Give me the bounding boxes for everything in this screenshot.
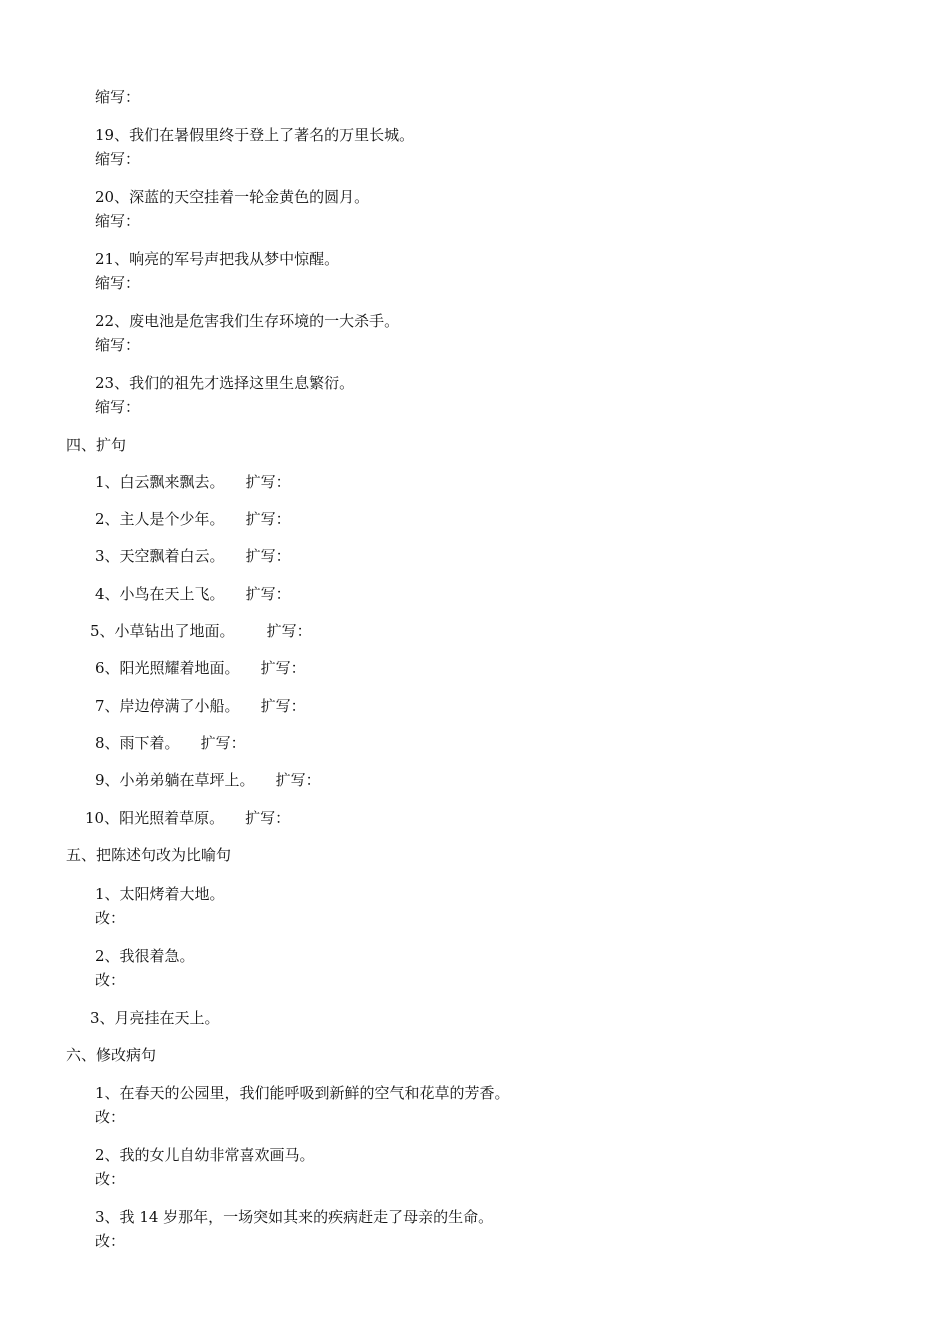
item-number: 1、 <box>95 473 120 491</box>
item-text: 天空飘着白云。 <box>119 547 225 565</box>
item-text: 阳光照着草原。 <box>119 809 225 827</box>
fix-item-1 <box>95 1083 510 1103</box>
item-number: 20、 <box>95 188 130 206</box>
expand-item-6 <box>95 658 306 678</box>
item-text: 废电池是危害我们生存环境的一大杀手。 <box>129 312 400 330</box>
item-text: 响亮的军号声把我从梦中惊醒。 <box>129 250 340 268</box>
item-number: 2、 <box>95 1146 120 1164</box>
item-number: 4、 <box>95 585 120 603</box>
item-number: 7、 <box>95 697 120 715</box>
expand-label: 扩写： <box>260 659 306 677</box>
item-number: 10、 <box>85 809 120 827</box>
revise-label: 改： <box>95 1170 126 1188</box>
shrink-label: 缩写： <box>95 274 141 292</box>
expand-item-2 <box>95 509 291 529</box>
item-text: 我很着急。 <box>119 947 195 965</box>
item-number: 2、 <box>95 947 120 965</box>
expand-label: 扩写： <box>245 510 291 528</box>
expand-label: 扩写： <box>245 473 291 491</box>
expand-item-3 <box>95 546 291 566</box>
item-number: 2、 <box>95 510 120 528</box>
item-number: 6、 <box>95 659 120 677</box>
item-number: 1、 <box>95 885 120 903</box>
expand-item-7 <box>95 696 306 716</box>
item-number: 21、 <box>95 250 130 268</box>
expand-label: 扩写： <box>275 771 321 789</box>
expand-label: 扩写： <box>260 697 306 715</box>
section-heading-metaphor: 五、把陈述句改为比喻句 <box>66 846 232 864</box>
shrink-label: 缩写： <box>95 88 141 106</box>
shrink-item-23 <box>95 373 354 393</box>
fix-item-3 <box>95 1207 493 1227</box>
item-number: 23、 <box>95 374 130 392</box>
item-text: 岸边停满了小船。 <box>119 697 240 715</box>
revise-label: 改： <box>95 1108 126 1126</box>
item-text: 我们的祖先才选择这里生息繁衍。 <box>129 374 355 392</box>
expand-item-10 <box>85 808 290 828</box>
shrink-label: 缩写： <box>95 398 141 416</box>
item-number: 8、 <box>95 734 120 752</box>
expand-item-4 <box>95 584 291 604</box>
expand-label: 扩写： <box>266 622 312 640</box>
item-text: 主人是个少年。 <box>119 510 225 528</box>
shrink-label: 缩写： <box>95 336 141 354</box>
expand-label: 扩写： <box>245 809 291 827</box>
expand-label: 扩写： <box>200 734 246 752</box>
revise-label: 改： <box>95 909 126 927</box>
item-text: 小草钻出了地面。 <box>114 622 235 640</box>
item-number: 3、 <box>90 1009 115 1027</box>
item-text: 我们在暑假里终于登上了著名的万里长城。 <box>129 126 415 144</box>
shrink-label: 缩写： <box>95 150 141 168</box>
item-text: 小弟弟躺在草坪上。 <box>119 771 255 789</box>
item-text: 月亮挂在天上。 <box>114 1009 220 1027</box>
shrink-item-21 <box>95 249 339 269</box>
item-number: 5、 <box>90 622 115 640</box>
item-text: 雨下着。 <box>119 734 180 752</box>
item-number: 3、 <box>95 547 120 565</box>
item-text: 在春天的公园里，我们能呼吸到新鲜的空气和花草的芳香。 <box>119 1084 510 1102</box>
item-text: 我的女儿自幼非常喜欢画马。 <box>119 1146 315 1164</box>
shrink-label: 缩写： <box>95 212 141 230</box>
section-heading-expand: 四、扩句 <box>66 436 127 454</box>
item-number: 19、 <box>95 126 130 144</box>
expand-item-8 <box>95 733 246 753</box>
expand-item-5 <box>90 621 312 641</box>
metaphor-item-2 <box>95 946 195 966</box>
item-text: 我 14 岁那年，一场突如其来的疾病赶走了母亲的生命。 <box>119 1208 494 1226</box>
item-text: 小鸟在天上飞。 <box>119 585 225 603</box>
item-number: 1、 <box>95 1084 120 1102</box>
item-text: 深蓝的天空挂着一轮金黄色的圆月。 <box>129 188 370 206</box>
expand-item-9 <box>95 770 321 790</box>
shrink-item-22 <box>95 311 399 331</box>
revise-label: 改： <box>95 1232 126 1250</box>
metaphor-item-1 <box>95 884 225 904</box>
item-text: 太阳烤着大地。 <box>119 885 225 903</box>
item-text: 白云飘来飘去。 <box>119 473 225 491</box>
shrink-item-20 <box>95 187 369 207</box>
revise-label: 改： <box>95 971 126 989</box>
expand-label: 扩写： <box>245 547 291 565</box>
expand-label: 扩写： <box>245 585 291 603</box>
item-number: 3、 <box>95 1208 120 1226</box>
item-number: 22、 <box>95 312 130 330</box>
section-heading-fix-sentences: 六、修改病句 <box>66 1046 157 1064</box>
item-text: 阳光照耀着地面。 <box>119 659 240 677</box>
shrink-item-19 <box>95 125 414 145</box>
fix-item-2 <box>95 1145 315 1165</box>
expand-item-1 <box>95 472 291 492</box>
item-number: 9、 <box>95 771 120 789</box>
metaphor-item-3 <box>90 1008 220 1028</box>
